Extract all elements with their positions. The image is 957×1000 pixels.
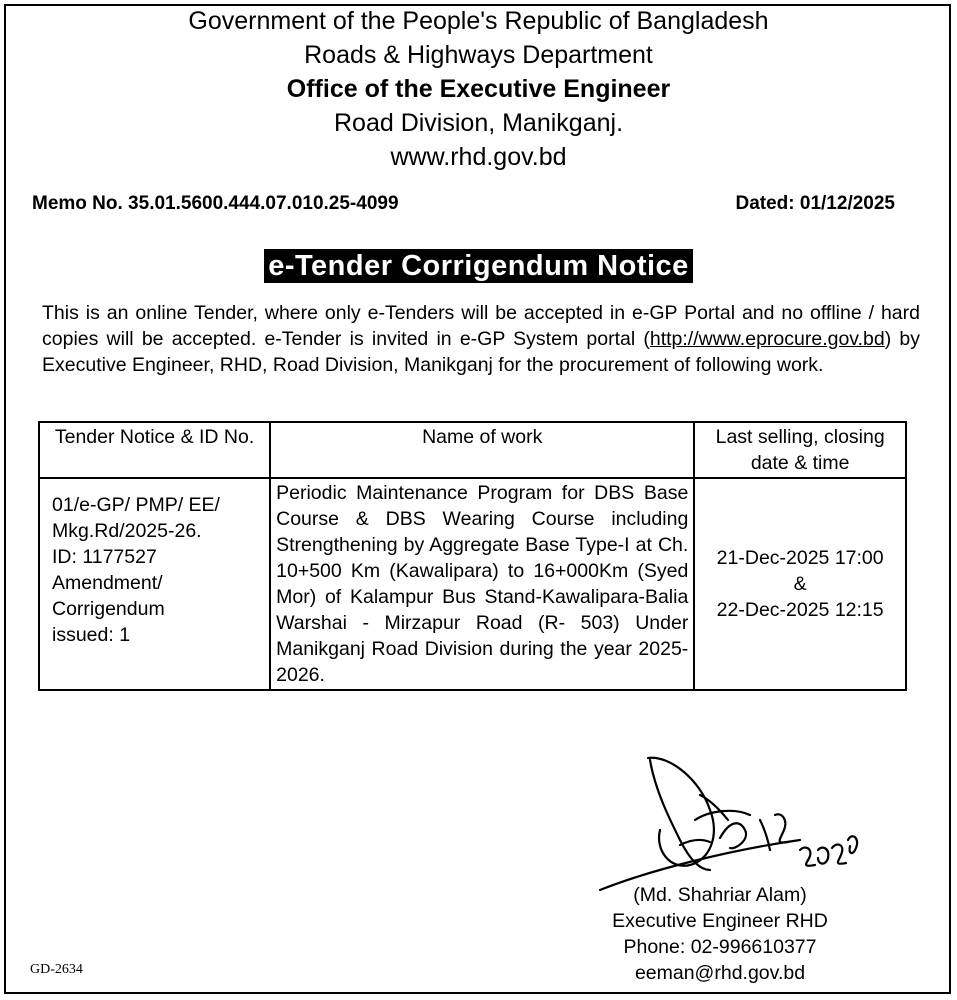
intro-paragraph: [42, 300, 920, 378]
eprocure-link[interactable]: http://www.eprocure.gov.bd: [649, 328, 885, 350]
signatory-name: (Md. Shahriar Alam): [633, 884, 807, 906]
date-ampersand: &: [793, 573, 807, 595]
header-tender-id: Tender Notice & ID No.: [39, 422, 270, 478]
table-header-row: [39, 422, 906, 478]
signatory-email: eeman@rhd.gov.bd: [634, 962, 806, 984]
table-row: [39, 478, 906, 690]
header-dates: Last selling, closing date & time: [694, 422, 906, 478]
tender-id-line: ID: 1177527: [52, 545, 157, 568]
tender-id-line: Amendment/: [52, 571, 163, 594]
footer-code: GD-2634: [30, 962, 83, 977]
govt-line: Government of the People's Republic of Bangladesh: [188, 7, 769, 35]
intro-text-after: ) by Executive Engineer, RHD, Road Division, Manikganj for the procurement of following work.: [42, 328, 920, 376]
notice-title: [0, 250, 957, 283]
dates-cell: [694, 478, 906, 690]
notice-title-text: e-Tender Corrigendum Notice: [264, 249, 693, 283]
memo-date: Dated: 01/12/2025: [735, 193, 895, 214]
division-line: Road Division, Manikganj.: [333, 109, 624, 137]
tender-id-line: issued: 1: [52, 623, 131, 646]
signatory-designation: Executive Engineer RHD: [612, 910, 828, 932]
work-description: Periodic Maintenance Program for DBS Base Course & DBS Wearing Course including Strengthening by Aggregate Base Type-I at Ch. 10+500 Km (Kawalipara) to 16+000Km (Syed Mor) of Kalampur Bus Stand-Kawalipara-Balia Warshai - Mirzapur Road (R- 503) Under Manikganj Road Division during the year 2025- 2026.: [270, 478, 694, 690]
tender-id-line: Corrigendum: [52, 597, 165, 620]
office-line: Office of the Executive Engineer: [286, 75, 671, 103]
header-name-of-work: Name of work: [270, 422, 694, 478]
memo-number: Memo No. 35.01.5600.444.07.010.25-4099: [32, 193, 399, 214]
tender-table: [38, 421, 907, 691]
department-line: Roads & Highways Department: [304, 41, 653, 69]
website-line: www.rhd.gov.bd: [390, 143, 567, 171]
closing-date: 22-Dec-2025 12:15: [716, 599, 884, 621]
intro-text-before: This is an online Tender, where only e-Tenders will be accepted in e-GP Portal and no offline / hard copies will be accepted. e-Tender is invited in e-GP System portal (: [42, 302, 920, 350]
tender-id-cell: [39, 478, 270, 690]
tender-id-line: 01/e-GP/ PMP/ EE/: [52, 493, 220, 516]
selling-date: 21-Dec-2025 17:00: [716, 547, 884, 569]
tender-id-line: Mkg.Rd/2025-26.: [52, 519, 202, 542]
signatory-phone: Phone: 02-996610377: [623, 936, 817, 958]
